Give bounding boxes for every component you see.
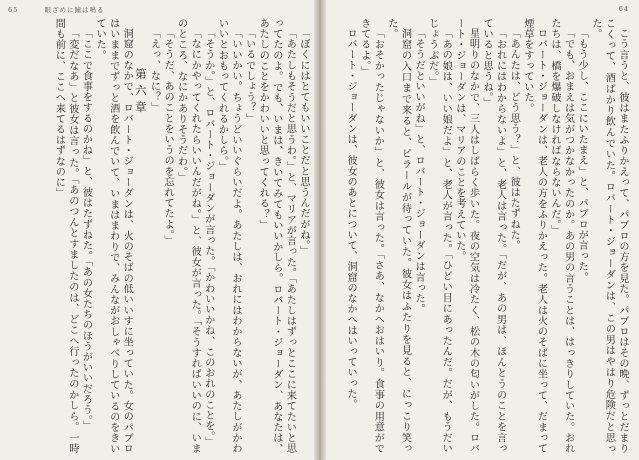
paragraph: ロバート・ジョーダンは、老人の方をふりかえった。老人は火のそばに坐って、だまって煙草をすっていた。 bbox=[521, 18, 547, 454]
paragraph: 「えっ、なに？」 bbox=[148, 28, 160, 113]
paragraph: 「そうだといいがね」と、ロバート・ジョーダンは言った。 bbox=[413, 28, 425, 315]
left-running-head bbox=[8, 5, 104, 14]
chapter-title: 第六章 bbox=[133, 67, 148, 117]
paragraph: 「そうか。」と、ロバート・ジョーダンが言った。「かわいいかね、このおれのことを。」 bbox=[202, 28, 214, 448]
paragraph: 「あの娘は、いい娘だよ」と、老人が言った。「ひどい目にあったんだ。だが、もうだいじょうぶだ。」 bbox=[426, 18, 452, 454]
paragraph: 「なにかやってくれたらいいんだがね。」と、彼女が言った。「そうすればいいのに、いまのところ、なにかありそうだわ。」 bbox=[175, 18, 201, 454]
right-page-number: 64 bbox=[618, 5, 629, 13]
right-page-body bbox=[327, 18, 629, 454]
paragraph: 「でも、おまえは気がつかなかったのか。あの男の言うことは、はっきりしていた。おれたちは、橋を爆破しなければならないんだ。」 bbox=[549, 18, 574, 454]
paragraph: 洞窟のなかで、ロバート・ジョーダンは、火のそばの低いいすに坐っていた。女のパブロはいままでずっと酒を飲んでいて、いまはまわりで、みんながおしゃべりしているのをきいていた。 bbox=[94, 18, 133, 454]
left-page-number: 65 bbox=[8, 6, 19, 14]
left-running-head-title: 眼ざめに鐘は鳴る bbox=[44, 6, 105, 14]
paragraph: 「ぼくにはとてもいいことだと思うんだがね。」 bbox=[298, 28, 309, 257]
paragraph: 「変だなあ」と彼女は言った。「あのつんとすましたのは、どこへ行ったのかしら。一時間も前に、ここへ来てるはずなのに」 bbox=[53, 18, 78, 454]
paragraph: 「おれにはわからないよ」と、老人は言った。「だが、あの男は、ほんとうのことを言っていると思うね。」 bbox=[481, 18, 506, 454]
paragraph: 洞窟の入口まで来ると、ピラールが待っていた。彼女はふたりを見ると、にっこり笑った。 bbox=[385, 18, 411, 454]
paragraph: こう言うと、彼はまたふりかえって、パブロの方を見た。パブロはその晩、ずっとだまりこくって、酒ばかり飲んでいた。ロバート・ジョーダンは、この男はやはり危険だと思った。 bbox=[589, 18, 628, 454]
paragraph: 「あんたは、どう思う？」と、彼はたずねた。 bbox=[508, 28, 520, 251]
paragraph: 「あたしもそうだと思うわ。」と、マリアが言った。「あたしはずっとここに来てたいと思ってたのよ。でも、いまは、きいてみてもいいかしら。ロバート・ジョーダン、あなたは、あたしのことをかわいいと思ってくれる？」 bbox=[257, 18, 296, 454]
paragraph: 「いいかい。ちょうどいいぐらいだよ。あたしは、おれにはわからないが、あたしがかわいいとおもってくれるかしら。」 bbox=[216, 18, 242, 454]
paragraph: ロバート・ジョーダンは、彼女のあとについて、洞窟のなかへはいっていった。 bbox=[345, 28, 357, 410]
paragraph: 「もう少し、ここにいたまえ」と、パブロが言った。 bbox=[576, 28, 588, 283]
book-gutter bbox=[314, 0, 326, 460]
paragraph: 「そうだ、あのことをいうのを忘れてたよ。」 bbox=[162, 28, 174, 246]
left-page-body bbox=[6, 18, 310, 454]
paragraph: 「いるでしょう？」 bbox=[243, 28, 255, 124]
paragraph: 「ここで食事をするのかね」と、彼はたずねた。「あの女たちのほうがいいだろう。」 bbox=[80, 28, 92, 432]
left-page bbox=[0, 0, 318, 460]
right-page bbox=[321, 0, 639, 460]
right-running-head bbox=[619, 5, 629, 13]
paragraph: 星明りのなかで、三人はしばらく歩いた。夜の空気は冷たく、松の木の匂いがした。ロバート・ジョーダンは、マリアのことを考えていた。 bbox=[453, 18, 479, 454]
paragraph: 「おそかったじゃないか」と、彼女は言った。「さあ、なかへおはいり。食事の用意ができてるよ。」 bbox=[358, 18, 384, 454]
